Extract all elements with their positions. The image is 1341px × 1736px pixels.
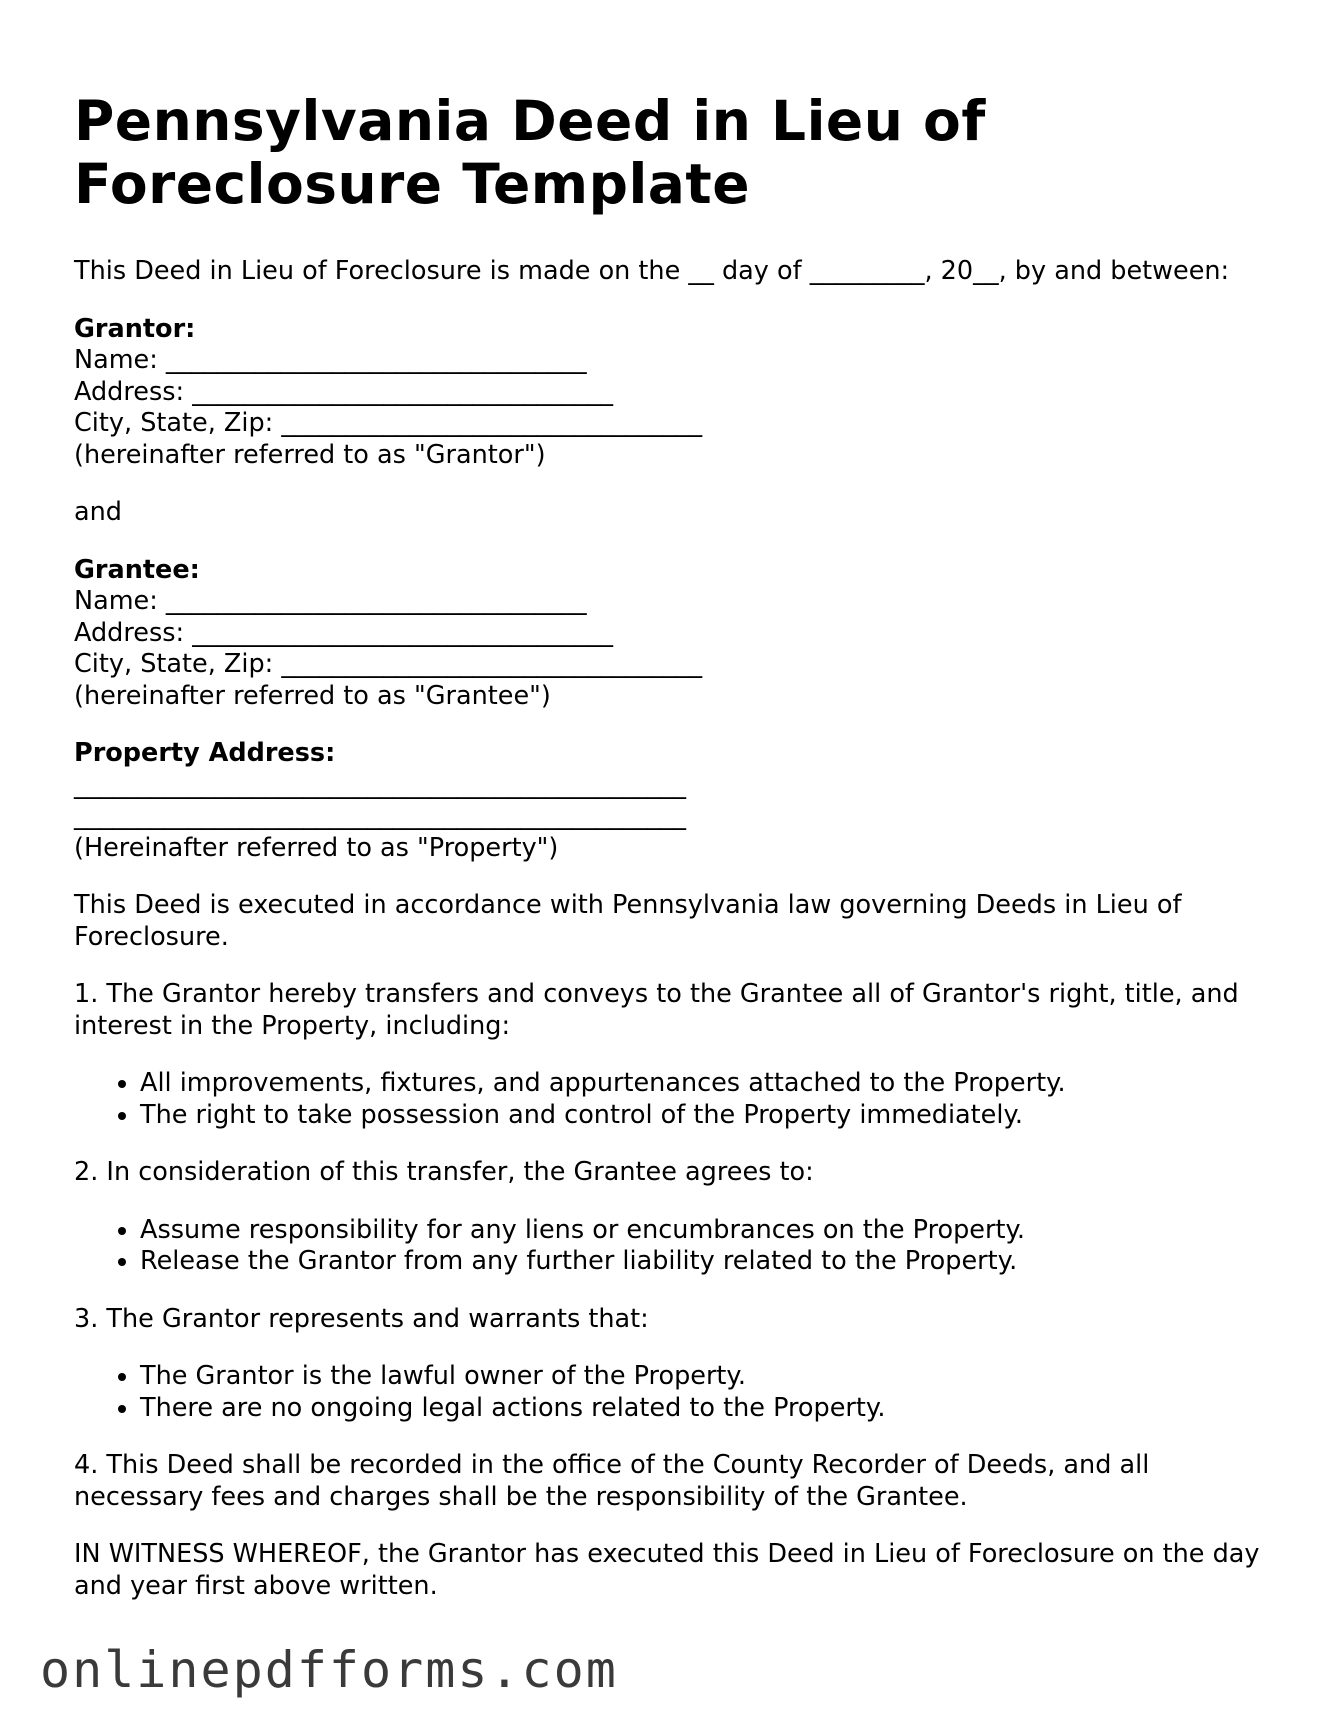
clause-3-list [74, 1361, 1274, 1424]
list-item: • The Grantor is the lawful owner of the Property. [140, 1361, 1274, 1393]
and-text: and [74, 497, 122, 527]
grantee-city-line: City, State, Zip: _________________________________ [74, 649, 703, 679]
property-heading: Property Address: [74, 738, 336, 768]
clause-4-text: 4. This Deed shall be recorded in the office of the County Recorder of Deeds, and all necessary fees and charges shall be the responsibility of the Grantee. [74, 1450, 1150, 1512]
grantor-heading: Grantor: [74, 313, 196, 344]
grantee-heading: Grantee: [74, 554, 200, 585]
intro-paragraph: This Deed in Lieu of Foreclosure is made on the __ day of _________, 20__, by and between: [74, 256, 1230, 286]
page-title: Pennsylvania Deed in Lieu of Foreclosure Template [74, 89, 986, 216]
list-item: • The right to take possession and control of the Property immediately. [140, 1100, 1274, 1132]
property-line-2: ________________________________________________ [74, 801, 686, 831]
grantor-address-line: Address: _________________________________ [74, 376, 613, 407]
grantor-block [74, 314, 1274, 472]
list-item: • All improvements, fixtures, and appurtenances attached to the Property. [140, 1068, 1274, 1100]
property-line-1: ________________________________________________ [74, 769, 686, 800]
grantee-reference: (hereinafter referred to as "Grantee") [74, 680, 551, 711]
witness-paragraph: IN WITNESS WHEREOF, the Grantor has executed this Deed in Lieu of Foreclosure on the day and year first above written. [74, 1539, 1260, 1601]
clause-2-list [74, 1215, 1274, 1278]
clause-1-text: 1. The Grantor hereby transfers and conveys to the Grantee all of Grantor's right, title, and interest in the Property, including: [74, 979, 1239, 1041]
property-reference: (Hereinafter referred to as "Property") [74, 832, 559, 863]
list-item: • There are no ongoing legal actions related to the Property. [140, 1393, 1274, 1425]
grantee-block [74, 555, 1274, 713]
grantor-reference: (hereinafter referred to as "Grantor") [74, 439, 546, 470]
grantee-name-line: Name: _________________________________ [74, 586, 587, 616]
clause-1-list [74, 1068, 1274, 1131]
grantor-name-line: Name: _________________________________ [74, 345, 587, 375]
watermark: onlinepdfforms.com [40, 1641, 618, 1699]
executed-paragraph: This Deed is executed in accordance with Pennsylvania law governing Deeds in Lieu of Foreclosure. [74, 890, 1182, 952]
grantor-city-line: City, State, Zip: _________________________________ [74, 408, 703, 438]
list-item: • Release the Grantor from any further liability related to the Property. [140, 1246, 1274, 1278]
property-block [74, 738, 1274, 864]
grantee-address-line: Address: _________________________________ [74, 617, 613, 648]
clause-2-text: 2. In consideration of this transfer, the Grantee agrees to: [74, 1157, 814, 1187]
list-item: • Assume responsibility for any liens or encumbrances on the Property. [140, 1215, 1274, 1247]
clause-3-text: 3. The Grantor represents and warrants that: [74, 1303, 649, 1334]
document-body [74, 90, 1274, 1628]
